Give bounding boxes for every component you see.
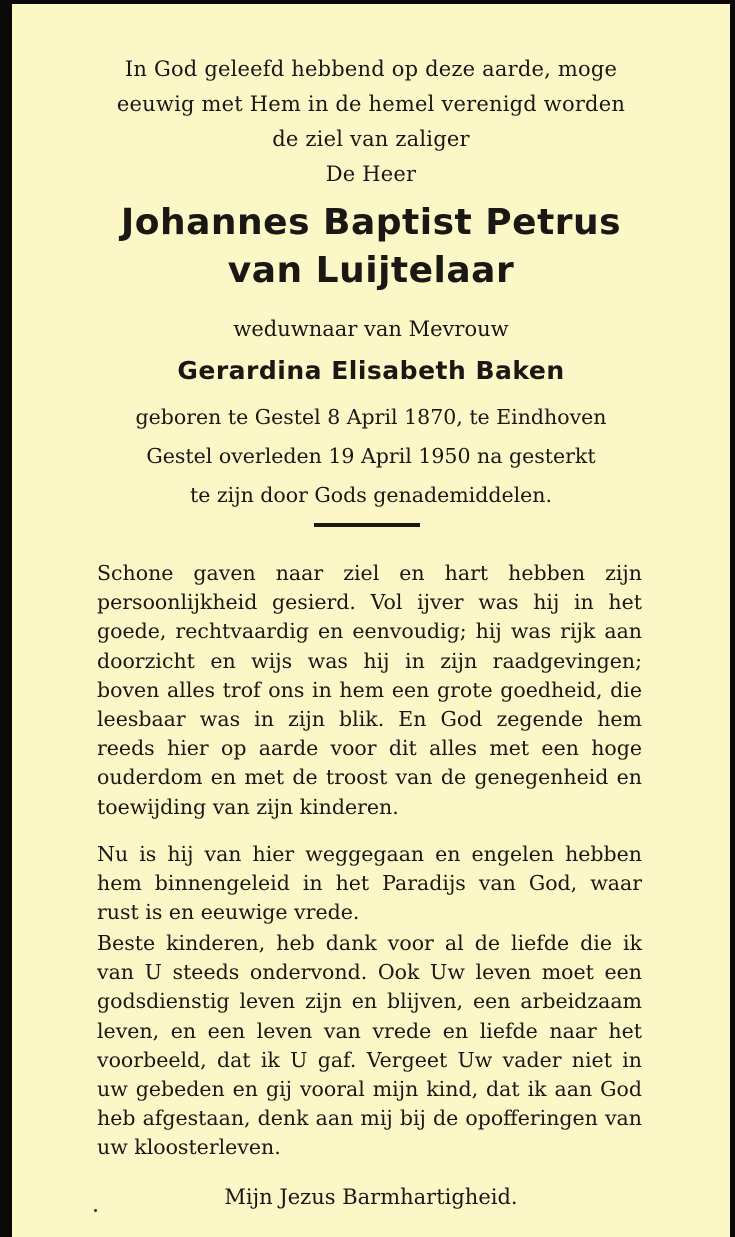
print-speck [94, 1209, 97, 1212]
intro-line: de ziel van zaliger [272, 127, 470, 151]
closing-prayer: Mijn Jezus Barmhartigheid. [224, 1185, 518, 1209]
section-divider [314, 523, 420, 527]
dates-line: Gestel overleden 19 April 1950 na gesterkt [146, 444, 596, 468]
intro-line: eeuwig met Hem in de hemel verenigd worden [116, 92, 626, 116]
intro-text [12, 52, 730, 192]
spouse-name: Gerardina Elisabeth Baken [177, 356, 565, 385]
dates-line: geboren te Gestel 8 April 1870, te Eindhoven [135, 405, 607, 429]
widower-of-text: weduwnaar van Mevrouw [233, 317, 509, 341]
deceased-name-line2: van Luijtelaar [227, 250, 515, 291]
dates-line: te zijn door Gods genademiddelen. [189, 483, 553, 507]
farewell-paragraph: Nu is hij van hier weggegaan en engelen hebben hem binnengeleid in het Paradijs van God, waar rust is en eeuwige vrede. [97, 842, 642, 925]
intro-line: De Heer [325, 162, 417, 186]
intro-line: In God geleefd hebbend op deze aarde, moge [124, 57, 618, 81]
birth-death-dates [12, 398, 730, 515]
deceased-name [12, 199, 730, 295]
message-to-children-paragraph: Beste kinderen, heb dank voor al de liefde die ik van U steeds ondervond. Ook Uw leven moet een godsdienstig leven zijn en blijven, een arbeidzaam leven, en een leven van vrede en liefde naar het voorbeeld, dat ik U gaf. Vergeet Uw vader niet in uw gebeden en gij vooral mijn kind, dat ik aan God heb afgestaan, denk aan mij bij de opofferingen van uw kloosterleven. [97, 931, 642, 1160]
memorial-card [12, 4, 730, 1237]
deceased-name-line1: Johannes Baptist Petrus [120, 202, 622, 243]
tribute-paragraph: Schone gaven naar ziel en hart hebben zijn persoonlijkheid gesierd. Vol ijver was hij in het goede, rechtvaardig en eenvoudig; hij was rijk aan doorzicht en wijs was hij in zijn raadgevingen; boven alles trof ons in hem een grote goedheid, die leesbaar was in zijn blik. En God zegende hem reeds hier op aarde voor dit alles met een hoge ouderdom en met de troost van de genegenheid en toewijding van zijn kinderen. [97, 561, 642, 819]
